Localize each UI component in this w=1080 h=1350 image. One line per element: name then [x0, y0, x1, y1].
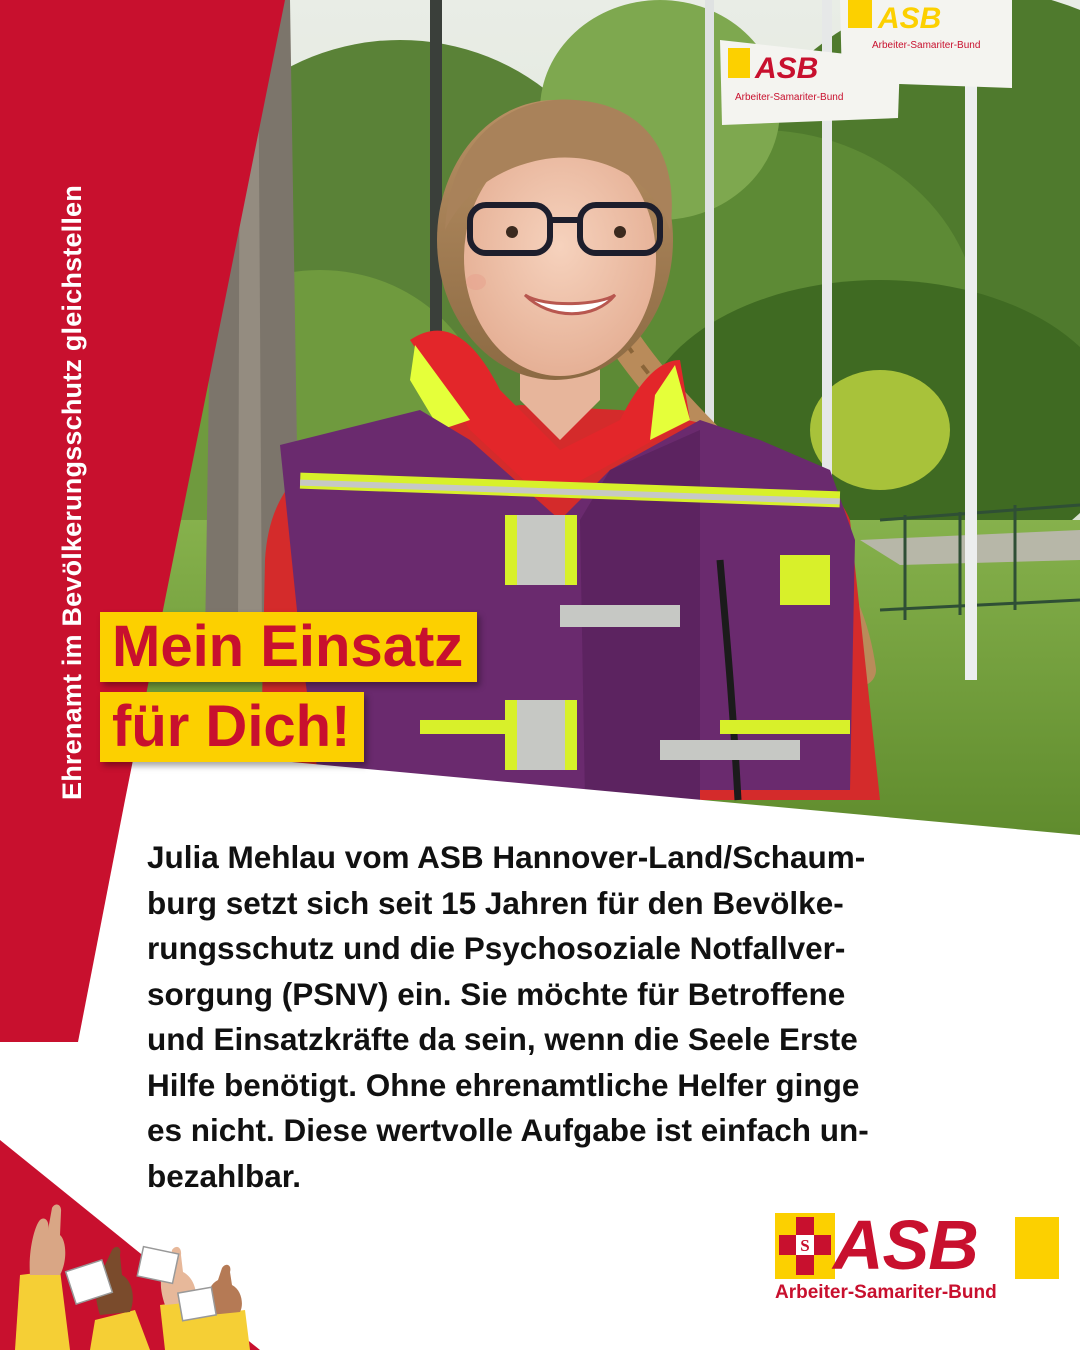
- logo-yellow-bar: [1015, 1217, 1059, 1279]
- body-line: Julia Mehlau vom ASB Hannover-Land/Schaum-: [147, 839, 866, 875]
- raised-hands-icon: [0, 1180, 260, 1350]
- vertical-tagline: Ehrenamt im Bevölkerungsschutz gleichstellen: [57, 185, 87, 800]
- body-line: Hilfe benötigt. Ohne ehrenamtliche Helfer ginge: [147, 1066, 860, 1103]
- logo-subtitle: Arbeiter-Samariter-Bund: [775, 1282, 997, 1303]
- svg-text:Arbeiter-Samariter-Bund: Arbeiter-Samariter-Bund: [735, 92, 844, 103]
- svg-text:ASB: ASB: [878, 2, 942, 35]
- headline-line-1: Mein Einsatz: [100, 612, 477, 682]
- asb-logo: [775, 1206, 1065, 1313]
- asb-wordmark: ASB: [833, 1206, 978, 1284]
- body-line: rungsschutz und die Psychosoziale Notfallver-: [147, 930, 846, 966]
- headline: [100, 612, 477, 762]
- asb-cross-icon: [775, 1213, 835, 1279]
- body-line: und Einsatzkräfte da sein, wenn die Seele Erste: [147, 1021, 858, 1057]
- body-line: burg setzt sich seit 15 Jahren für den Bevölke-: [147, 884, 844, 921]
- headline-line-2: für Dich!: [100, 692, 364, 762]
- body-line: es nicht. Diese wertvolle Aufgabe ist einfach un-: [147, 1112, 869, 1148]
- svg-text:Arbeiter-Samariter-Bund: Arbeiter-Samariter-Bund: [872, 40, 981, 51]
- body-line: sorgung (PSNV) ein. Sie möchte für Betroffene: [147, 975, 846, 1012]
- raised-hands-illustration: [0, 1180, 260, 1350]
- svg-text:S: S: [800, 1236, 810, 1255]
- body-text: [147, 835, 1017, 1199]
- body-line: bezahlbar.: [147, 1157, 302, 1194]
- svg-text:ASB: ASB: [755, 52, 819, 85]
